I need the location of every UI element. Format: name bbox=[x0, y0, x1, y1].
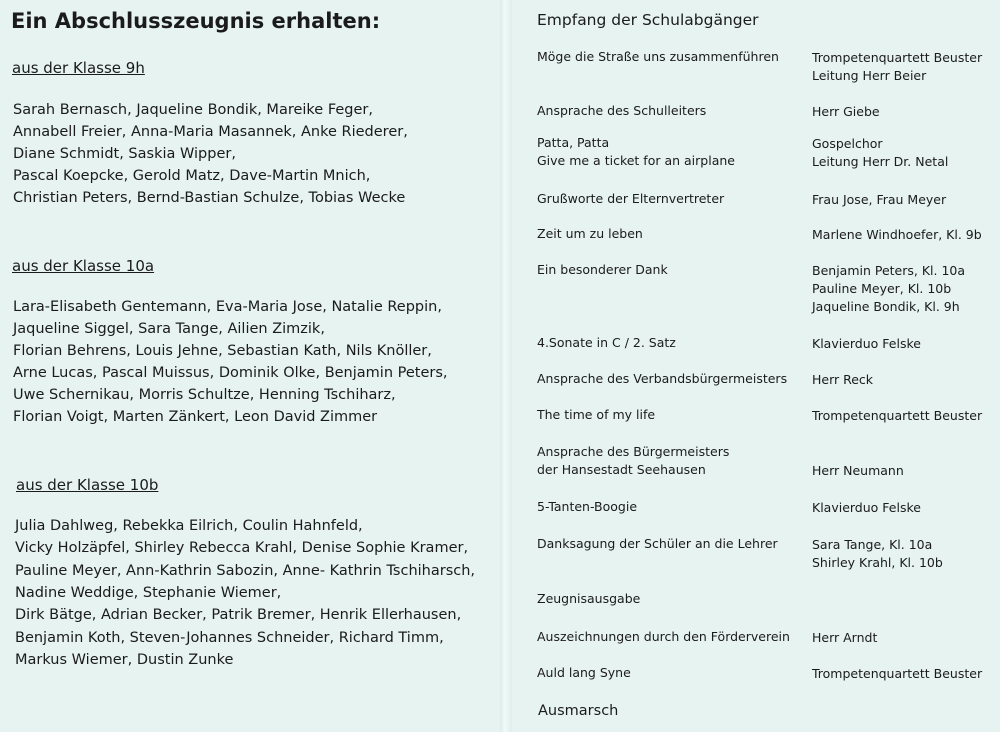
program-item-title: Zeugnisausgabe bbox=[537, 591, 641, 606]
program-item-title: Möge die Straße uns zusammenführen bbox=[537, 49, 779, 64]
graduates-title: Ein Abschlusszeugnis erhalten: bbox=[11, 9, 381, 33]
program-item-performer: Trompetenquartett Beuster bbox=[812, 408, 983, 423]
graduate-names-line: Arne Lucas, Pascal Muissus, Dominik Olke, Benjamin Peters, bbox=[13, 365, 448, 381]
program-item-title: Zeit um zu leben bbox=[537, 226, 643, 241]
program-item-performer: Leitung Herr Beier bbox=[812, 68, 927, 83]
program-item-title: Give me a ticket for an airplane bbox=[537, 153, 735, 168]
program-item-performer: Sara Tange, Kl. 10a bbox=[812, 537, 933, 552]
program-item-performer: Herr Giebe bbox=[812, 104, 880, 119]
program-item-performer: Frau Jose, Frau Meyer bbox=[812, 192, 947, 207]
graduate-names-line: Florian Behrens, Louis Jehne, Sebastian Kath, Nils Knöller, bbox=[13, 343, 432, 359]
program-item-performer: Herr Reck bbox=[812, 372, 874, 387]
program-title: Empfang der Schulabgänger bbox=[537, 11, 759, 29]
program-item-title: Patta, Patta bbox=[537, 135, 610, 150]
program-item-title: Auld lang Syne bbox=[537, 665, 631, 680]
program-item-performer: Trompetenquartett Beuster bbox=[812, 50, 983, 65]
graduate-names-line: Nadine Weddige, Stephanie Wiemer, bbox=[15, 584, 282, 601]
class-heading: aus der Klasse 10b bbox=[16, 476, 159, 494]
program-closing: Ausmarsch bbox=[538, 703, 619, 719]
program-item-title: der Hansestadt Seehausen bbox=[537, 462, 706, 477]
program-item-title: Ansprache des Schulleiters bbox=[537, 103, 707, 118]
program-item-performer: Herr Arndt bbox=[812, 630, 878, 645]
graduate-names-line: Diane Schmidt, Saskia Wipper, bbox=[13, 146, 236, 162]
program-item-performer: Benjamin Peters, Kl. 10a bbox=[812, 263, 966, 278]
class-heading: aus der Klasse 9h bbox=[12, 59, 145, 77]
program-item-performer: Klavierduo Felske bbox=[812, 500, 921, 515]
program-item-title: Grußworte der Elternvertreter bbox=[537, 191, 725, 206]
graduate-names-line: Florian Voigt, Marten Zänkert, Leon David Zimmer bbox=[13, 409, 378, 425]
graduate-names-line: Markus Wiemer, Dustin Zunke bbox=[15, 651, 234, 668]
program-item-performer: Pauline Meyer, Kl. 10b bbox=[812, 281, 952, 296]
program-page bbox=[512, 0, 1000, 732]
program-item-performer: Klavierduo Felske bbox=[812, 336, 921, 351]
graduate-names-line: Vicky Holzäpfel, Shirley Rebecca Krahl, Denise Sophie Kramer, bbox=[15, 540, 469, 557]
graduate-names-line: Annabell Freier, Anna-Maria Masannek, Anke Riederer, bbox=[13, 124, 408, 140]
program-item-performer: Gospelchor bbox=[812, 136, 883, 151]
program-item-title: The time of my life bbox=[537, 407, 656, 422]
graduate-names-line: Sarah Bernasch, Jaqueline Bondik, Mareike Feger, bbox=[13, 102, 373, 118]
program-item-title: Auszeichnungen durch den Förderverein bbox=[537, 629, 790, 644]
graduate-names-line: Dirk Bätge, Adrian Becker, Patrik Bremer, Henrik Ellerhausen, bbox=[15, 607, 462, 624]
program-item-performer: Jaqueline Bondik, Kl. 9h bbox=[812, 299, 960, 314]
program-item-title: Danksagung der Schüler an die Lehrer bbox=[537, 536, 778, 551]
page-fold bbox=[500, 0, 512, 732]
program-item-performer: Trompetenquartett Beuster bbox=[812, 666, 983, 681]
program-item-title: Ansprache des Verbandsbürgermeisters bbox=[537, 371, 788, 386]
graduate-names-line: Uwe Schernikau, Morris Schultze, Henning Tschiharz, bbox=[13, 387, 396, 403]
program-item-title: 5-Tanten-Boogie bbox=[537, 499, 638, 514]
graduate-names-line: Lara-Elisabeth Gentemann, Eva-Maria Jose, Natalie Reppin, bbox=[13, 299, 442, 315]
graduate-names-line: Pascal Koepcke, Gerold Matz, Dave-Martin Mnich, bbox=[13, 168, 371, 184]
class-heading: aus der Klasse 10a bbox=[12, 257, 155, 275]
graduate-names-line: Julia Dahlweg, Rebekka Eilrich, Coulin Hahnfeld, bbox=[15, 518, 363, 534]
program-item-title: Ansprache des Bürgermeisters bbox=[537, 444, 730, 459]
program-item-title: 4.Sonate in C / 2. Satz bbox=[537, 335, 676, 350]
graduate-names-line: Jaqueline Siggel, Sara Tange, Ailien Zimzik, bbox=[13, 321, 325, 337]
graduate-names-line: Christian Peters, Bernd-Bastian Schulze, Tobias Wecke bbox=[13, 190, 406, 206]
graduate-names-line: Benjamin Koth, Steven-Johannes Schneider, Richard Timm, bbox=[15, 629, 444, 646]
program-item-performer: Marlene Windhoefer, Kl. 9b bbox=[812, 227, 982, 242]
program-item-performer: Herr Neumann bbox=[812, 463, 904, 478]
graduate-names-line: Pauline Meyer, Ann-Kathrin Sabozin, Anne- Kathrin Tschiharsch, bbox=[15, 562, 476, 579]
program-item-title: Ein besonderer Dank bbox=[537, 262, 668, 277]
program-item-performer: Shirley Krahl, Kl. 10b bbox=[812, 555, 943, 570]
program-item-performer: Leitung Herr Dr. Netal bbox=[812, 154, 949, 169]
